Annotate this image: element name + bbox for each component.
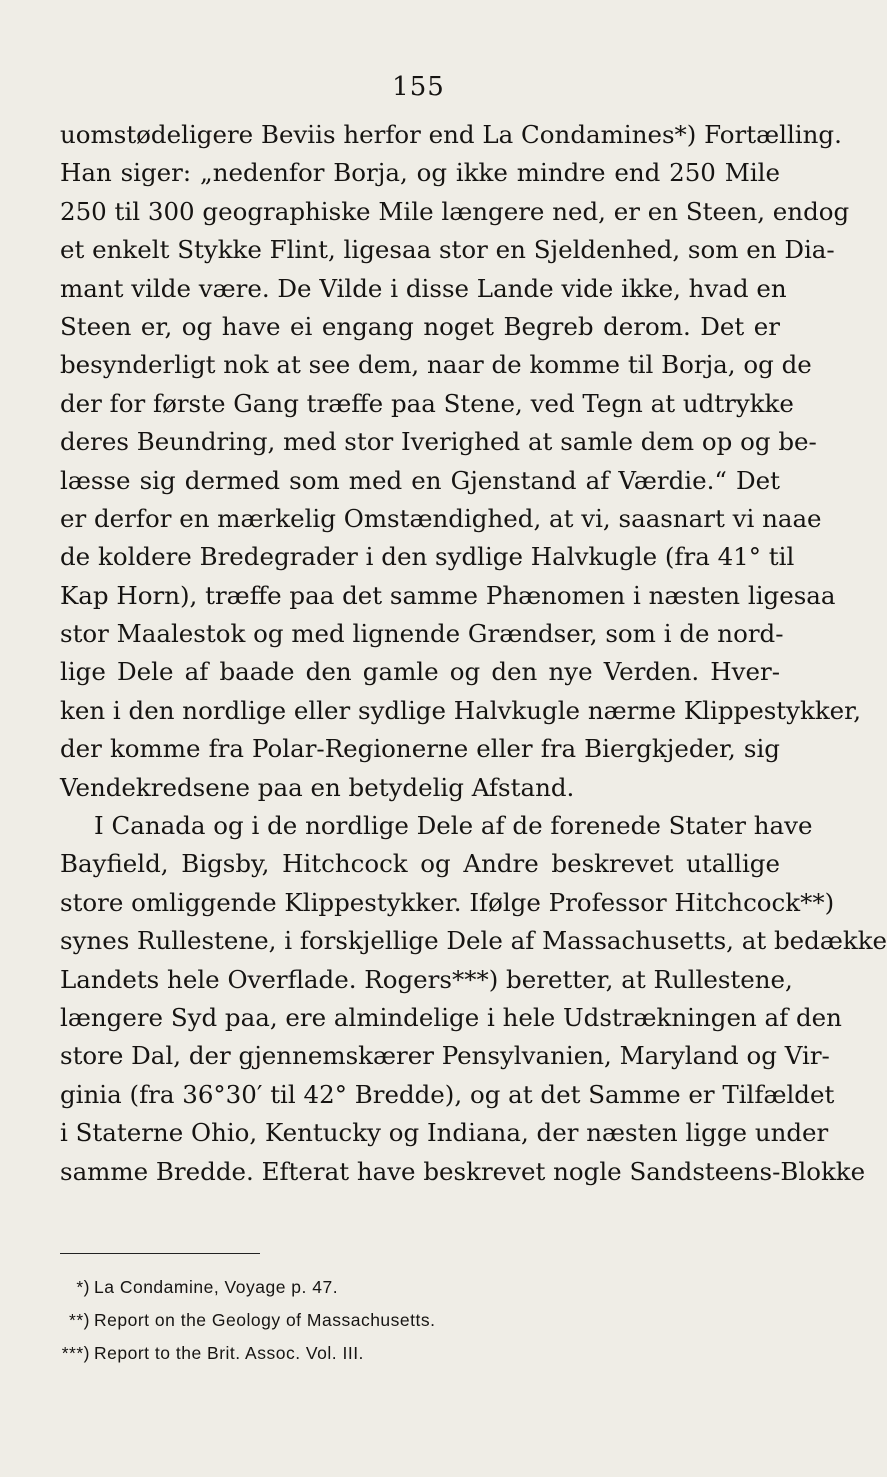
text-line: Landets hele Overflade. Rogers***) beretter, at Rullestene, (60, 964, 793, 994)
footnote (60, 1337, 780, 1370)
text-line: synes Rullestene, i forskjellige Dele af Massachusetts, at bedække (60, 926, 887, 956)
paragraph-start-line: I Canada og i de nordlige Dele af de forenede Stater have (94, 811, 813, 841)
body-text (60, 116, 887, 1191)
text-line: Vendekredsene paa en betydelig Afstand. (60, 772, 575, 802)
text-line: der komme fra Polar-Regionerne eller fra Biergkjeder, sig (60, 734, 780, 764)
text-line: Steen er, og have ei engang noget Begreb derom. Det er (60, 311, 780, 341)
footnote-divider (60, 1253, 260, 1254)
text-line: deres Beundring, med stor Iverighed at samle dem op og be- (60, 427, 817, 457)
footnotes (60, 1271, 780, 1370)
text-line: længere Syd paa, ere almindelige i hele Udstrækningen af den (60, 1002, 842, 1032)
text-line: der for første Gang træffe paa Stene, ved Tegn at udtrykke (60, 388, 794, 418)
footnote-text: La Condamine, Voyage p. 47. (94, 1277, 339, 1297)
text-line: Kap Horn), træffe paa det samme Phænomen i næsten ligesaa (60, 580, 836, 610)
text-line: lige Dele af baade den gamle og den nye Verden. Hver- (60, 657, 780, 687)
text-line: læsse sig dermed som med en Gjenstand af Værdie.“ Det (60, 465, 780, 495)
text-line: i Staterne Ohio, Kentucky og Indiana, der næsten ligge under (60, 1118, 829, 1148)
text-line: ken i den nordlige eller sydlige Halvkugle nærme Klippestykker, (60, 695, 861, 725)
footnote-mark: ***) (61, 1343, 90, 1363)
page-number: 155 (392, 72, 445, 102)
footnote-mark: **) (69, 1310, 90, 1330)
text-line: de koldere Bredegrader i den sydlige Halvkugle (fra 41° til (60, 542, 795, 572)
footnote-text: Report to the Brit. Assoc. Vol. III. (94, 1343, 364, 1363)
text-line: mant vilde være. De Vilde i disse Lande vide ikke, hvad en (60, 273, 787, 303)
text-line: besynderligt nok at see dem, naar de komme til Borja, og de (60, 350, 812, 380)
text-line: store Dal, der gjennemskærer Pensylvanien, Maryland og Vir- (60, 1041, 830, 1071)
footnote-mark: *) (76, 1277, 90, 1297)
text-line: ginia (fra 36°30′ til 42° Bredde), og at det Samme er Tilfældet (60, 1079, 835, 1109)
text-line: store omliggende Klippestykker. Ifølge Professor Hitchcock**) (60, 887, 835, 917)
footnote-text: Report on the Geology of Massachusetts. (94, 1310, 436, 1330)
footnote (60, 1271, 780, 1304)
text-line: Han siger: „nedenfor Borja, og ikke mindre end 250 Mile (60, 158, 780, 188)
text-line: et enkelt Stykke Flint, ligesaa stor en Sjeldenhed, som en Dia- (60, 235, 835, 265)
text-line: uomstødeligere Beviis herfor end La Condamines*) Fortælling. (60, 120, 842, 149)
footnote (60, 1304, 780, 1337)
text-line: stor Maalestok og med lignende Grændser, som i de nord- (60, 619, 784, 649)
text-line: 250 til 300 geographiske Mile længere ned, er en Steen, endog (60, 196, 850, 226)
text-line: er derfor en mærkelig Omstændighed, at vi, saasnart vi naae (60, 503, 822, 533)
text-line: Bayfield, Bigsby, Hitchcock og Andre beskrevet utallige (60, 849, 780, 879)
text-line: samme Bredde. Efterat have beskrevet nogle Sandsteens-Blokke (60, 1156, 866, 1186)
